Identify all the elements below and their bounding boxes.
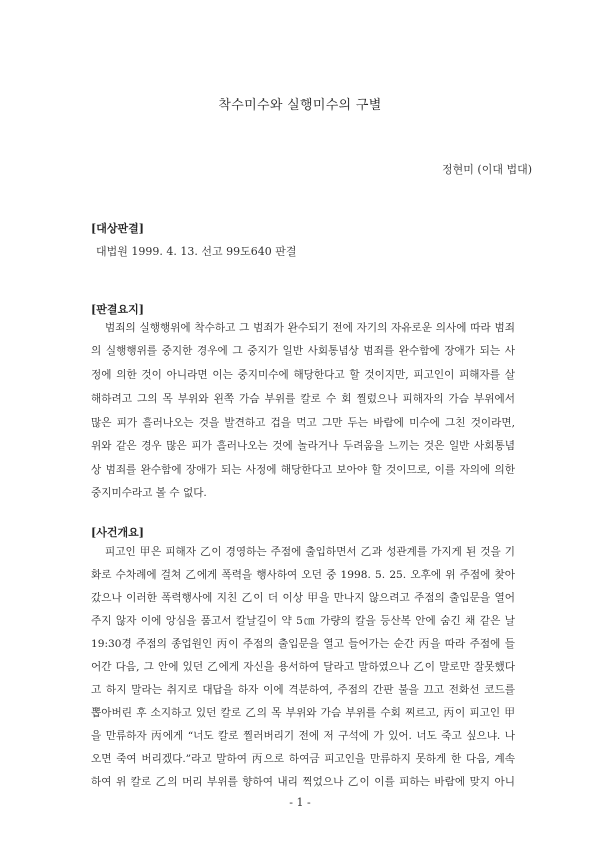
summary-line: 중지미수라고 볼 수 없다. <box>91 487 207 499</box>
facts-line: 하여 위 칼로 乙의 머리 부위를 향하여 내리 찍었으나 乙이 이를 피하는 바람에 맞지 아니 <box>91 776 515 788</box>
facts-line: 주지 않자 이에 앙심을 품고서 칼날길이 약 5㎝ 가량의 칼을 등산복 안에 숨긴 채 같은 날 <box>91 615 515 627</box>
summary-line: 범죄의 실행행위에 착수하고 그 범죄가 완수되기 전에 자기의 자유로운 의사에 따라 범죄 <box>105 322 515 334</box>
facts-line: 화로 수차례에 걸쳐 乙에게 폭력을 행사하여 오던 중 1998. 5. 25. 오후에 위 주점에 찾아 <box>91 569 515 581</box>
page-title: 착수미수와 실행미수의 구별 <box>218 98 382 113</box>
facts-line: 피고인 甲은 피해자 乙이 경영하는 주점에 출입하면서 乙과 성관계를 가지게 된 것을 기 <box>105 546 515 558</box>
case-reference: 대법원 1999. 4. 13. 선고 99도640 판결 <box>96 245 297 258</box>
facts-line: 오면 죽여 버리겠다.”라고 말하여 丙으로 하여금 피고인을 만류하지 못하게 한 다음, 계속 <box>91 753 515 765</box>
summary-line: 많은 피가 흘러나오는 것을 발견하고 겁을 먹고 그만 두는 바람에 미수에 그친 것이라면, <box>91 417 515 429</box>
facts-line: 갔으나 이러한 폭력행사에 지친 乙이 더 이상 甲을 만나지 않으려고 주점의 출입문을 열어 <box>91 592 515 604</box>
facts-line: 어간 다음, 그 안에 있던 乙에게 자신을 용서하여 달라고 말하였으나 乙이 말로만 잘못했다 <box>91 661 515 673</box>
summary-line: 위와 같은 경우 많은 피가 흘러나오는 것에 놀라거나 두려움을 느끼는 것은 일반 사회통념 <box>91 440 515 452</box>
author-affiliation: 정현미 (이대 법대) <box>442 163 532 176</box>
summary-line: 해하려고 그의 목 부위와 왼쪽 가슴 부위를 칼로 수 회 찔렀으나 피해자의 가슴 부위에서 <box>91 393 515 405</box>
facts-line: 뽑아버린 후 소지하고 있던 칼로 乙의 목 부위와 가슴 부위를 수회 찌르고, 丙이 피고인 甲 <box>91 707 515 719</box>
facts-line: 을 만류하자 丙에게 “너도 칼로 찔러버리기 전에 저 구석에 가 있어. 너도 죽고 싶으냐. 나 <box>91 730 515 742</box>
summary-line: 상 범죄를 완수함에 장애가 되는 사정에 해당한다고 보아야 할 것이므로, 이를 자의에 의한 <box>91 464 515 476</box>
summary-line: 정에 의한 것이 아니라면 이는 중지미수에 해당한다고 할 것이지만, 피고인이 피해자를 살 <box>91 369 515 381</box>
section-heading-summary: [판결요지] <box>91 303 144 316</box>
summary-line: 의 실행행위를 중지한 경우에 그 중지가 일반 사회통념상 범죄를 완수함에 장애가 되는 사 <box>91 345 515 357</box>
facts-line: 19:30경 주점의 종업원인 丙이 주점의 출입문을 열고 들어가는 순간 丙을 따라 주점에 들 <box>91 638 515 650</box>
section-heading-case: [대상판결] <box>91 222 144 235</box>
section-heading-facts: [사건개요] <box>91 526 144 539</box>
page-number: - 1 - <box>289 796 311 809</box>
facts-line: 고 하지 말라는 취지로 대답을 하자 이에 격분하여, 주점의 간판 불을 끄고 전화선 코드를 <box>91 684 515 696</box>
